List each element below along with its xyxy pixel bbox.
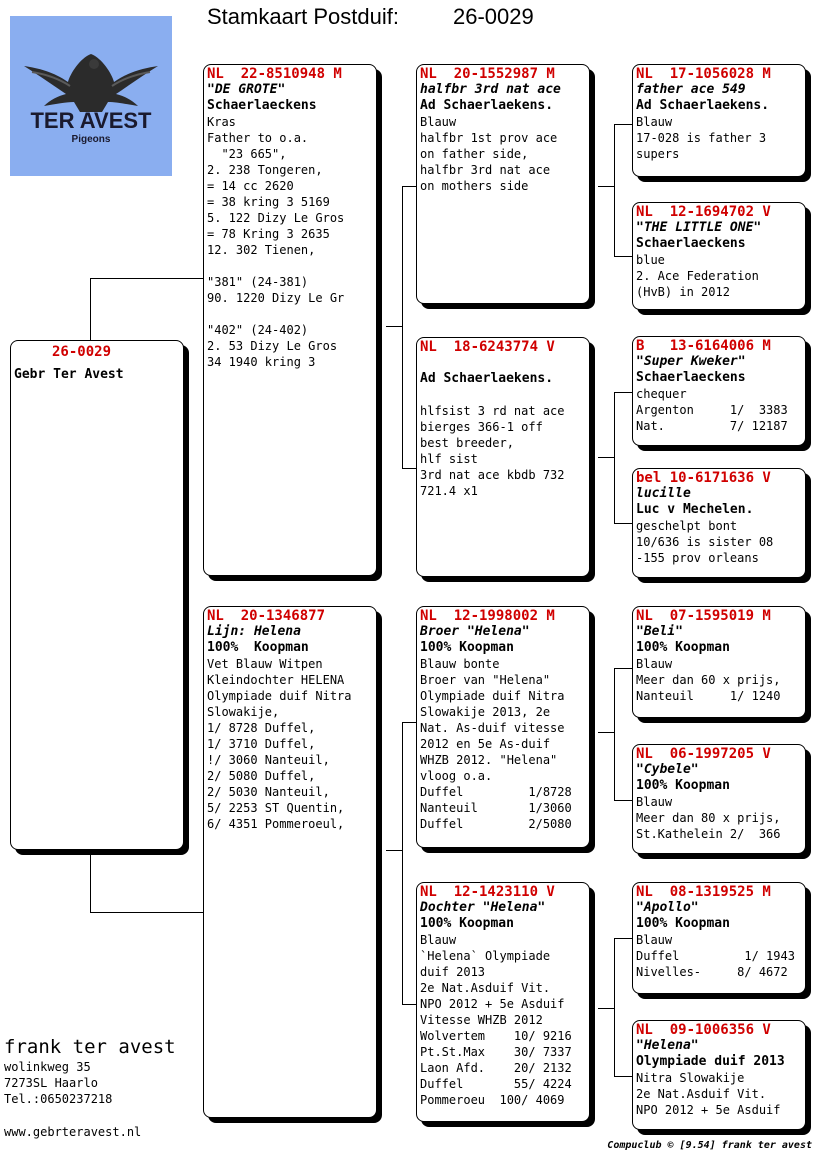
owner-city: 7273SL Haarlo	[4, 1076, 98, 1090]
info-line: Blauw	[420, 115, 457, 129]
info-line: Meer dan 80 x prijs,	[636, 811, 781, 825]
info-line: Blauw	[636, 795, 673, 809]
logo	[10, 16, 172, 176]
pigeon-name: "Apollo"	[636, 900, 699, 915]
ring-number: NL 22-8510948 M	[207, 66, 342, 82]
breeder: Schaerlaeckens	[636, 370, 746, 385]
ring-number: B 13-6164006 M	[636, 338, 771, 354]
info-line: best breeder,	[420, 436, 514, 450]
mff-card	[632, 606, 806, 718]
info-line: 2/ 5030 Nanteuil,	[207, 785, 330, 799]
info-line: Duffel 55/ 4224	[420, 1077, 572, 1091]
fm-card	[416, 337, 590, 577]
pigeon-number-title: 26-0029	[453, 4, 534, 29]
father-card	[203, 64, 377, 576]
info-line: 5. 122 Dizy Le Gros	[207, 211, 345, 225]
info-line: supers	[636, 147, 680, 161]
info-line: blue	[636, 253, 665, 267]
breeder: Schaerlaeckens	[207, 98, 317, 113]
breeder: 100% Koopman	[420, 916, 514, 931]
info-line: on father side,	[420, 147, 529, 161]
owner-street: wolinkweg 35	[4, 1060, 91, 1074]
info-line: NPO 2012 + 5e Asduif	[636, 1103, 781, 1117]
info-line: = 78 Kring 3 2635	[207, 227, 330, 241]
breeder: Ad Schaerlaekens.	[420, 98, 554, 113]
info-line: Nanteuil 1/3060	[420, 801, 572, 815]
info-line: Meer dan 60 x prijs,	[636, 673, 781, 687]
info-line: NPO 2012 + 5e Asduif	[420, 997, 565, 1011]
info-line: Pommeroeu 100/ 4069	[420, 1093, 565, 1107]
page-title: Stamkaart Postduif:	[207, 4, 399, 29]
info-line: hlfsist 3 rd nat ace	[420, 404, 565, 418]
info-line: 17-028 is father 3	[636, 131, 767, 145]
info-line: Wolvertem 10/ 9216	[420, 1029, 572, 1043]
info-line: 721.4 x1	[420, 484, 478, 498]
mfm-card	[632, 744, 806, 854]
pigeon-name: "DE GROTE"	[207, 82, 286, 97]
ring-number: NL 20-1552987 M	[420, 66, 555, 82]
ring-number: NL 20-1346877	[207, 608, 326, 624]
pigeon-name: "Beli"	[636, 624, 683, 639]
ring-number: NL 17-1056028 M	[636, 66, 771, 82]
breeder: 100% Koopman	[207, 640, 309, 655]
breeder: Luc v Mechelen.	[636, 502, 754, 517]
info-line: Duffel 2/5080	[420, 817, 572, 831]
info-line: WHZB 2012. "Helena"	[420, 753, 558, 767]
info-line: 12. 302 Tienen,	[207, 243, 316, 257]
mmf-card	[632, 882, 806, 994]
info-line: Olympiade duif Nitra	[207, 689, 352, 703]
pigeon-name: "Cybele"	[636, 762, 699, 777]
info-line: bierges 366-1 off	[420, 420, 543, 434]
info-line: Olympiade duif Nitra	[420, 689, 565, 703]
pigeon-name: "Super Kweker"	[636, 354, 746, 369]
breeder: 100% Koopman	[636, 778, 730, 793]
fff-card	[632, 64, 806, 177]
info-line: `Helena` Olympiade	[420, 949, 551, 963]
info-line: 2. 238 Tongeren,	[207, 163, 323, 177]
info-line: 6/ 4351 Pommeroeul,	[207, 817, 345, 831]
info-line: = 38 kring 3 5169	[207, 195, 330, 209]
ring-number: NL 07-1595019 M	[636, 608, 771, 624]
info-line: 2012 en 5e As-duif	[420, 737, 551, 751]
info-line: halfbr 1st prov ace	[420, 131, 558, 145]
info-line	[207, 306, 373, 322]
pigeon-name	[420, 355, 586, 371]
info-line: 1/ 8728 Duffel,	[207, 721, 316, 735]
pigeon-name: "Helena"	[636, 1038, 699, 1053]
info-line: -155 prov orleans	[636, 551, 759, 565]
info-line: on mothers side	[420, 179, 529, 193]
subject-card	[10, 340, 184, 850]
ring-number: NL 09-1006356 V	[636, 1022, 771, 1038]
logo-sub: Pigeons	[71, 134, 111, 145]
fmm-card	[632, 468, 806, 578]
pigeon-name: Lijn: Helena	[207, 624, 301, 639]
info-line: St.Kathelein 2/ 366	[636, 827, 781, 841]
mmm-card	[632, 1020, 806, 1130]
info-line: "381" (24-381)	[207, 275, 309, 289]
info-line: Blauw	[636, 115, 673, 129]
info-line	[420, 387, 586, 403]
info-line: duif 2013	[420, 965, 486, 979]
breeder: Ad Schaerlaekens.	[636, 98, 770, 113]
info-line: halfbr 3rd nat ace	[420, 163, 551, 177]
breeder: 100% Koopman	[636, 916, 730, 931]
info-line: Kras	[207, 115, 236, 129]
owner-phone: Tel.:0650237218	[4, 1092, 113, 1106]
subject-ring: 26-0029	[52, 344, 112, 360]
pigeon-name: father ace 549	[636, 82, 746, 97]
info-line: = 14 cc 2620	[207, 179, 294, 193]
info-line: hlf sist	[420, 452, 478, 466]
pigeon-name: Broer "Helena"	[420, 624, 530, 639]
footer-credit: Compuclub © [9.54] frank ter avest	[607, 1140, 812, 1151]
info-line: (HvB) in 2012	[636, 285, 730, 299]
info-line: 34 1940 kring 3	[207, 355, 316, 369]
info-line: Father to o.a.	[207, 131, 309, 145]
pigeon-name: "THE LITTLE ONE"	[636, 220, 762, 235]
logo-brand: TER AVEST	[30, 108, 152, 133]
info-line: Slowakije,	[207, 705, 280, 719]
info-line	[207, 258, 373, 274]
info-line: Blauw	[636, 933, 673, 947]
info-line: 2e Nat.Asduif Vit.	[636, 1087, 767, 1101]
pigeon-logo-icon	[10, 16, 172, 176]
info-line: !/ 3060 Nanteuil,	[207, 753, 330, 767]
breeder: 100% Koopman	[420, 640, 514, 655]
info-line: Vitesse WHZB 2012	[420, 1013, 543, 1027]
breeder: Schaerlaeckens	[636, 236, 746, 251]
info-line: 5/ 2253 ST Quentin,	[207, 801, 345, 815]
pigeon-name: lucille	[636, 486, 691, 501]
info-line: geschelpt bont	[636, 519, 738, 533]
info-line: Nat. 7/ 12187	[636, 419, 788, 433]
info-line: Blauw bonte	[420, 657, 500, 671]
info-line: Nat. As-duif vitesse	[420, 721, 565, 735]
ring-number: NL 08-1319525 M	[636, 884, 771, 900]
ring-number: bel 10-6171636 V	[636, 470, 771, 486]
ring-number: NL 12-1694702 V	[636, 204, 771, 220]
info-line: chequer	[636, 387, 687, 401]
info-line: Slowakije 2013, 2e	[420, 705, 551, 719]
info-line: 90. 1220 Dizy Le Gr	[207, 291, 345, 305]
pigeon-name: halfbr 3rd nat ace	[420, 82, 561, 97]
ffm-card	[632, 202, 806, 310]
breeder: Olympiade duif 2013	[636, 1054, 785, 1069]
owner-name: frank ter avest	[4, 1036, 176, 1058]
info-line: "23 665",	[207, 147, 287, 161]
subject-owner: Gebr Ter Avest	[14, 367, 124, 382]
info-line: Argenton 1/ 3383	[636, 403, 788, 417]
info-line: Vet Blauw Witpen	[207, 657, 323, 671]
fmf-card	[632, 336, 806, 446]
mm-card	[416, 882, 590, 1122]
ring-number: NL 18-6243774 V	[420, 339, 555, 355]
info-line: Nitra Slowakije	[636, 1071, 745, 1085]
breeder: 100% Koopman	[636, 640, 730, 655]
pigeon-name: Dochter "Helena"	[420, 900, 546, 915]
info-line: Nivelles- 8/ 4672	[636, 965, 788, 979]
info-line: "402" (24-402)	[207, 323, 309, 337]
owner-website[interactable]: www.gebrteravest.nl	[4, 1125, 142, 1139]
info-line: Blauw	[420, 933, 457, 947]
breeder: Ad Schaerlaekens.	[420, 371, 554, 386]
info-line: Nanteuil 1/ 1240	[636, 689, 781, 703]
info-line: 2/ 5080 Duffel,	[207, 769, 316, 783]
ff-card	[416, 64, 590, 304]
info-line: 10/636 is sister 08	[636, 535, 774, 549]
info-line: 3rd nat ace kbdb 732	[420, 468, 565, 482]
info-line: 1/ 3710 Duffel,	[207, 737, 316, 751]
mother-card	[203, 606, 377, 1118]
ring-number: NL 06-1997205 V	[636, 746, 771, 762]
info-line: Laon Afd. 20/ 2132	[420, 1061, 572, 1075]
mf-card	[416, 606, 590, 848]
info-line: Blauw	[636, 657, 673, 671]
info-line: vloog o.a.	[420, 769, 493, 783]
info-line: Broer van "Helena"	[420, 673, 551, 687]
info-line: Duffel 1/ 1943	[636, 949, 795, 963]
ring-number: NL 12-1998002 M	[420, 608, 555, 624]
info-line: Duffel 1/8728	[420, 785, 572, 799]
info-line: Pt.St.Max 30/ 7337	[420, 1045, 572, 1059]
info-line: Kleindochter HELENA	[207, 673, 345, 687]
info-line: 2e Nat.Asduif Vit.	[420, 981, 551, 995]
info-line: 2. 53 Dizy Le Gros	[207, 339, 338, 353]
info-line: 2. Ace Federation	[636, 269, 759, 283]
ring-number: NL 12-1423110 V	[420, 884, 555, 900]
